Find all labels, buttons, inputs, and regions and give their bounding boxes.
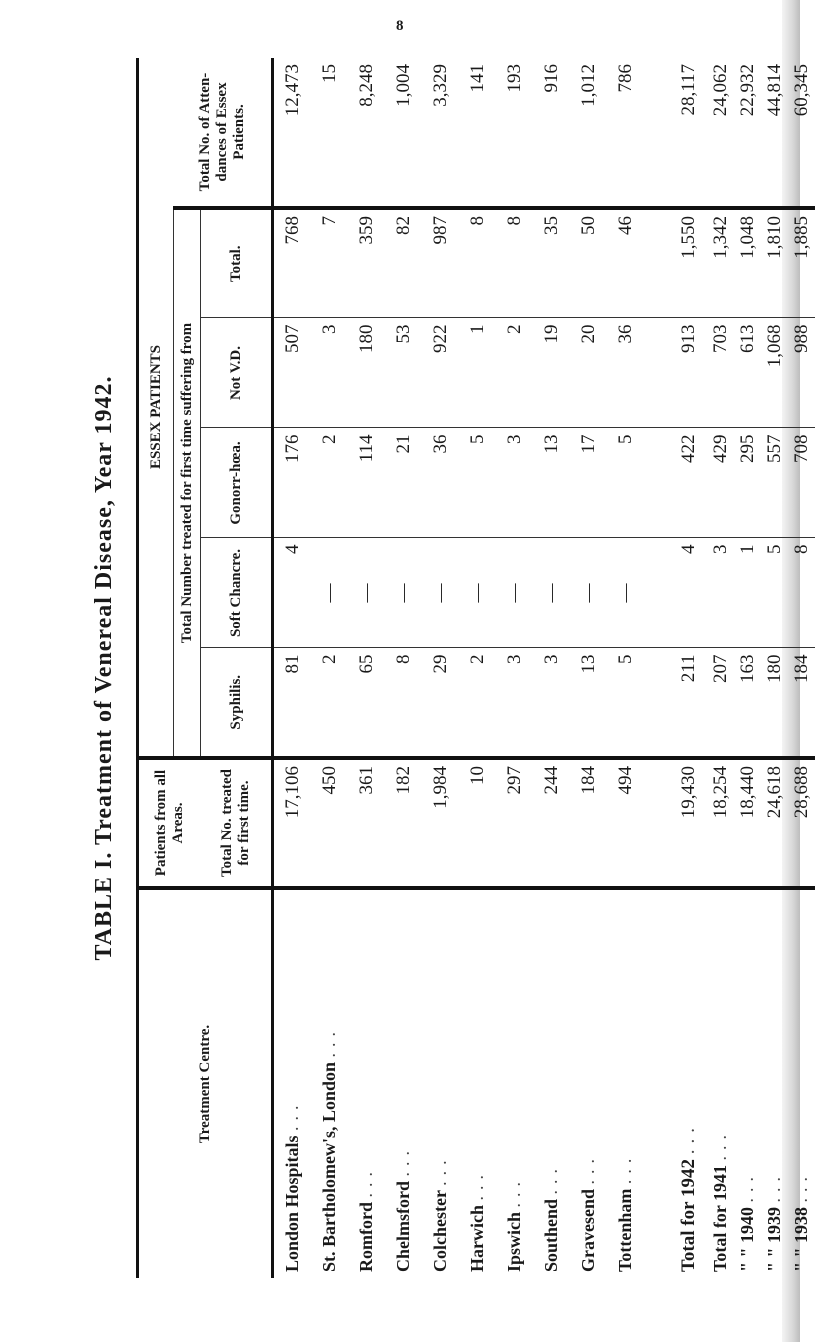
total-cell: 46 (607, 208, 644, 318)
spacer-cell (644, 428, 670, 538)
gonorrhoea-cell: 429 (707, 428, 734, 538)
centre-name: " " 1938 (791, 1207, 811, 1272)
soft-chancre-cell: — (422, 538, 459, 648)
syphilis-cell: 3 (496, 648, 533, 758)
not-vd-cell: 19 (533, 318, 570, 428)
attendances-cell: 3,329 (422, 58, 459, 208)
attendances-cell: 916 (533, 58, 570, 208)
total-cell: 1,342 (707, 208, 734, 318)
attendances-cell: 8,248 (348, 58, 385, 208)
leader-dots: ... (677, 1122, 699, 1155)
spacer-cell (644, 888, 670, 1278)
gonorrhoea-cell: 3 (496, 428, 533, 538)
all-areas-cell: 450 (311, 758, 348, 888)
gonorrhoea-cell: 5 (607, 428, 644, 538)
rotated-table-area (84, 58, 812, 1278)
leader-dots: ... (541, 1162, 561, 1195)
total-cell: 7 (311, 208, 348, 318)
all-areas-cell: 17,106 (273, 758, 312, 888)
total-cell: 1,048 (734, 208, 761, 318)
spacer-cell (644, 758, 670, 888)
centre-name-cell (607, 888, 644, 1278)
table-row (385, 58, 422, 1278)
attendances-cell: 60,345 (788, 58, 815, 208)
centre-name-cell (348, 888, 385, 1278)
total-cell: 1,550 (670, 208, 707, 318)
soft-chancre-cell: — (570, 538, 607, 648)
leader-dots: ... (791, 1171, 811, 1203)
not-vd-cell: 36 (607, 318, 644, 428)
not-vd-cell: 3 (311, 318, 348, 428)
all-areas-cell: 244 (533, 758, 570, 888)
syphilis-cell: 180 (761, 648, 788, 758)
not-vd-cell: 703 (707, 318, 734, 428)
spacer-cell (644, 538, 670, 648)
centre-name: Southend (541, 1198, 561, 1272)
header-soft-chancre: Soft Chancre. (201, 538, 273, 648)
leader-dots: ... (737, 1171, 757, 1203)
soft-chancre-cell: — (607, 538, 644, 648)
attendances-cell: 1,012 (570, 58, 607, 208)
not-vd-cell: 2 (496, 318, 533, 428)
soft-chancre-cell: — (311, 538, 348, 648)
leader-dots: ... (615, 1152, 635, 1185)
header-syphilis: Syphilis. (201, 648, 273, 758)
previous-year-row (788, 58, 815, 1278)
not-vd-cell: 1,068 (761, 318, 788, 428)
attendances-cell: 22,932 (734, 58, 761, 208)
gonorrhoea-cell: 295 (734, 428, 761, 538)
all-areas-cell: 28,688 (788, 758, 815, 888)
total-cell: 8 (459, 208, 496, 318)
total-cell: 35 (533, 208, 570, 318)
total-cell: 8 (496, 208, 533, 318)
all-areas-cell: 297 (496, 758, 533, 888)
centre-name: " " 1939 (764, 1207, 784, 1272)
all-areas-cell: 19,430 (670, 758, 707, 888)
centre-name-cell (273, 888, 312, 1278)
soft-chancre-cell: 4 (670, 538, 707, 648)
table-row (348, 58, 385, 1278)
header-treatment-centre: Treatment Centre. (138, 888, 273, 1278)
syphilis-cell: 8 (385, 648, 422, 758)
syphilis-cell: 207 (707, 648, 734, 758)
syphilis-cell: 65 (348, 648, 385, 758)
leader-dots: ... (356, 1166, 376, 1198)
table-row (496, 58, 533, 1278)
centre-name-cell (734, 888, 761, 1278)
all-areas-cell: 361 (348, 758, 385, 888)
total-cell: 50 (570, 208, 607, 318)
attendances-cell: 44,814 (761, 58, 788, 208)
soft-chancre-cell: 3 (707, 538, 734, 648)
spacer-cell (644, 318, 670, 428)
not-vd-cell: 507 (273, 318, 312, 428)
attendances-cell: 786 (607, 58, 644, 208)
total-cell: 1,885 (788, 208, 815, 318)
centre-name-cell (788, 888, 815, 1278)
attendances-cell: 28,117 (670, 58, 707, 208)
attendances-cell: 24,062 (707, 58, 734, 208)
gonorrhoea-cell: 36 (422, 428, 459, 538)
attendances-cell: 1,004 (385, 58, 422, 208)
syphilis-cell: 163 (734, 648, 761, 758)
not-vd-cell: 988 (788, 318, 815, 428)
not-vd-cell: 53 (385, 318, 422, 428)
centre-name-cell (670, 888, 707, 1278)
leader-dots: ... (467, 1169, 487, 1201)
centre-name-cell (311, 888, 348, 1278)
centre-name-cell (422, 888, 459, 1278)
not-vd-cell: 1 (459, 318, 496, 428)
soft-chancre-cell: — (533, 538, 570, 648)
attendances-cell: 15 (311, 58, 348, 208)
previous-year-row (734, 58, 761, 1278)
gonorrhoea-cell: 557 (761, 428, 788, 538)
all-areas-cell: 182 (385, 758, 422, 888)
all-areas-cell: 10 (459, 758, 496, 888)
not-vd-cell: 922 (422, 318, 459, 428)
syphilis-cell: 2 (459, 648, 496, 758)
gonorrhoea-cell: 176 (273, 428, 312, 538)
soft-chancre-cell: 8 (788, 538, 815, 648)
previous-year-row (761, 58, 788, 1278)
not-vd-cell: 20 (570, 318, 607, 428)
gonorrhoea-cell: 114 (348, 428, 385, 538)
total-cell: 359 (348, 208, 385, 318)
all-areas-cell: 18,440 (734, 758, 761, 888)
centre-name: Colchester (430, 1190, 450, 1272)
leader-dots: ... (430, 1154, 450, 1186)
soft-chancre-cell: — (496, 538, 533, 648)
table-row (273, 58, 312, 1278)
total-cell: 987 (422, 208, 459, 318)
centre-name-cell (385, 888, 422, 1278)
header-all-areas: Patients from all Areas. (138, 758, 201, 888)
spacer-row (644, 58, 670, 1278)
centre-name: Chelmsford (393, 1181, 413, 1272)
syphilis-cell: 81 (273, 648, 312, 758)
total-cell: 82 (385, 208, 422, 318)
header-not-vd: Not V.D. (201, 318, 273, 428)
centre-name-cell (533, 888, 570, 1278)
gonorrhoea-cell: 21 (385, 428, 422, 538)
not-vd-cell: 913 (670, 318, 707, 428)
centre-name-cell (761, 888, 788, 1278)
centre-name: St. Bartholomew's, London (319, 1061, 339, 1272)
centre-name: Harwich (467, 1205, 487, 1272)
centre-name: Total for 1941 (710, 1164, 730, 1272)
total-cell: 768 (273, 208, 312, 318)
all-areas-cell: 184 (570, 758, 607, 888)
syphilis-cell: 2 (311, 648, 348, 758)
syphilis-cell: 211 (670, 648, 707, 758)
centre-name-cell (496, 888, 533, 1278)
header-gonorrhoea: Gonorr-hœa. (201, 428, 273, 538)
attendances-cell: 141 (459, 58, 496, 208)
table-row (533, 58, 570, 1278)
header-total-treated: Total No. treated for first time. (201, 758, 273, 888)
header-attendances: Total No. of Atten-dances of Essex Patients. (174, 58, 273, 208)
centre-name: Gravesend (578, 1189, 598, 1272)
all-areas-cell: 24,618 (761, 758, 788, 888)
centre-name-cell (707, 888, 734, 1278)
syphilis-cell: 5 (607, 648, 644, 758)
gonorrhoea-cell: 2 (311, 428, 348, 538)
centre-name: Ipswich (504, 1211, 524, 1272)
centre-name-cell (570, 888, 607, 1278)
all-areas-cell: 18,254 (707, 758, 734, 888)
syphilis-cell: 3 (533, 648, 570, 758)
header-first-time-group: Total Number treated for first time suffering from (174, 208, 201, 758)
centre-name: " " 1940 (737, 1207, 757, 1272)
attendances-cell: 12,473 (273, 58, 312, 208)
soft-chancre-cell: 1 (734, 538, 761, 648)
gonorrhoea-cell: 708 (788, 428, 815, 538)
table-title: TABLE I. Treatment of Venereal Disease, Year 1942. (91, 375, 117, 961)
centre-name: London Hospitals (282, 1135, 302, 1272)
gonorrhoea-cell: 422 (670, 428, 707, 538)
spacer-cell (644, 208, 670, 318)
leader-dots: ... (504, 1175, 524, 1208)
leader-dots: ... (710, 1128, 730, 1161)
syphilis-cell: 29 (422, 648, 459, 758)
centre-name: Total for 1942 (677, 1159, 699, 1272)
table-row (607, 58, 644, 1278)
table-row (459, 58, 496, 1278)
gonorrhoea-cell: 17 (570, 428, 607, 538)
gonorrhoea-cell: 13 (533, 428, 570, 538)
previous-year-row (707, 58, 734, 1278)
syphilis-cell: 184 (788, 648, 815, 758)
centre-name: Romford (356, 1202, 376, 1272)
leader-dots: ... (319, 1025, 339, 1058)
leader-dots: ... (764, 1171, 784, 1203)
spacer-cell (644, 58, 670, 208)
table-row (570, 58, 607, 1278)
table-row (311, 58, 348, 1278)
leader-dots: ... (282, 1099, 302, 1131)
total-cell: 1,810 (761, 208, 788, 318)
soft-chancre-cell: 5 (761, 538, 788, 648)
not-vd-cell: 180 (348, 318, 385, 428)
venereal-disease-table (136, 58, 815, 1278)
attendances-cell: 193 (496, 58, 533, 208)
syphilis-cell: 13 (570, 648, 607, 758)
soft-chancre-cell: — (348, 538, 385, 648)
centre-name-cell (459, 888, 496, 1278)
not-vd-cell: 613 (734, 318, 761, 428)
header-total: Total. (201, 208, 273, 318)
total-row-1942 (670, 58, 707, 1278)
all-areas-cell: 494 (607, 758, 644, 888)
soft-chancre-cell: 4 (273, 538, 312, 648)
spacer-cell (644, 648, 670, 758)
gonorrhoea-cell: 5 (459, 428, 496, 538)
leader-dots: ... (578, 1153, 598, 1185)
leader-dots: ... (393, 1145, 413, 1177)
header-essex-patients: ESSEX PATIENTS (138, 58, 174, 758)
centre-name: Tottenham (615, 1188, 635, 1272)
soft-chancre-cell: — (385, 538, 422, 648)
soft-chancre-cell: — (459, 538, 496, 648)
table-row (422, 58, 459, 1278)
all-areas-cell: 1,984 (422, 758, 459, 888)
page-number: 8 (396, 18, 404, 34)
